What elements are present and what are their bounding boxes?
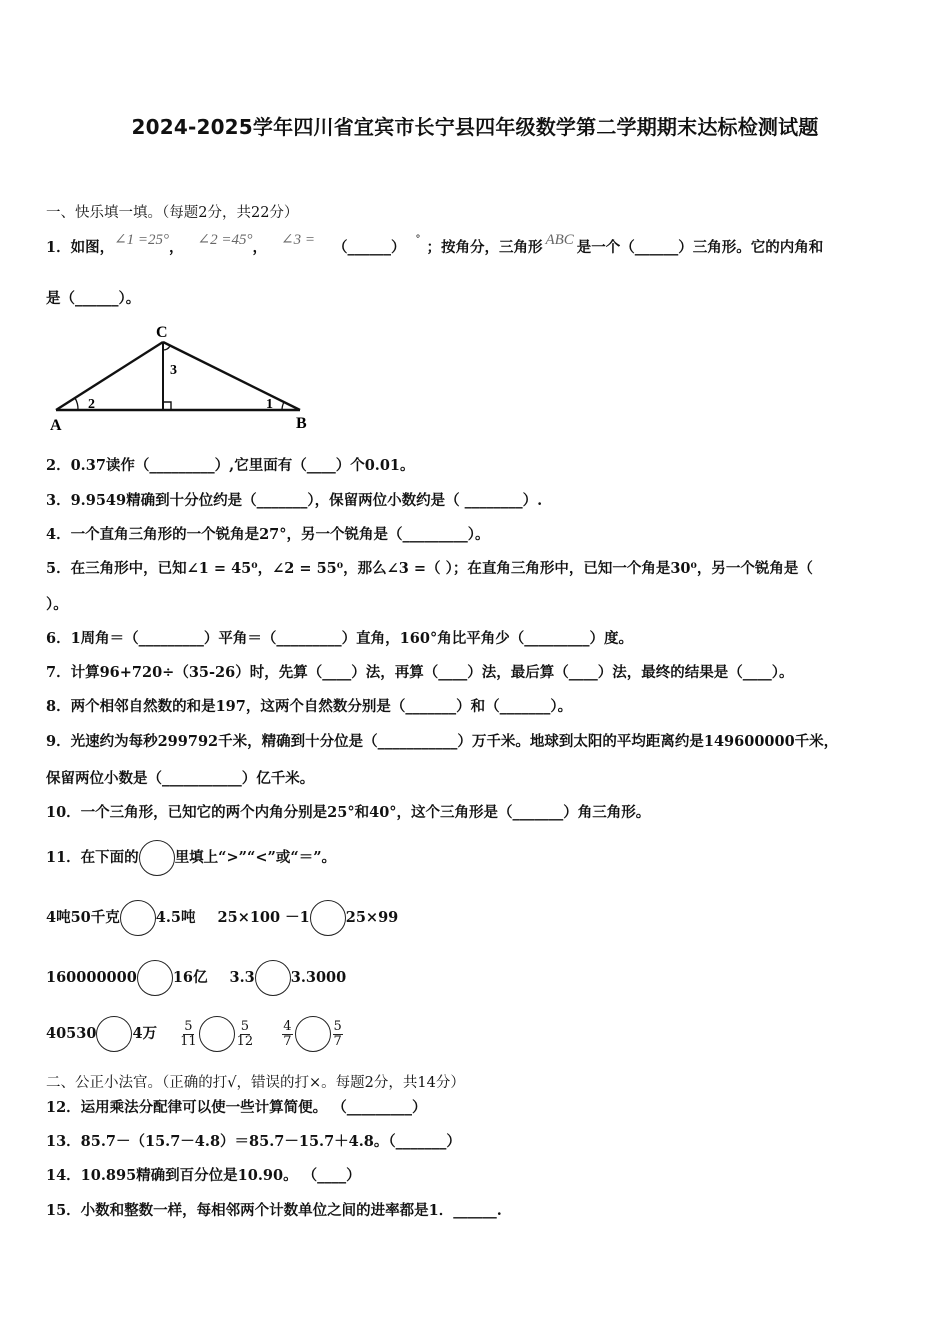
label-b: B xyxy=(296,415,307,432)
q1-sep1: ， xyxy=(169,239,184,256)
q1-angle2: ∠2 =45° xyxy=(197,232,253,248)
question-5: 5．在三角形中，已知∠1 = 45⁰，∠2 = 55⁰，那么∠3 =（ ）；在直角三角形中，已知一个角是30⁰，另一个锐角是（ xyxy=(46,560,813,577)
comp3-circle-b[interactable] xyxy=(199,1016,235,1052)
q11-suffix: 里填上“>”“<”或“＝”。 xyxy=(174,849,337,866)
triangle-side-ac xyxy=(56,342,163,410)
frac4-den: 7 xyxy=(333,1033,342,1049)
q1-angle3: ∠3 = xyxy=(281,232,315,248)
frac2-den: 12 xyxy=(236,1033,254,1049)
question-13: 13．85.7－（15.7－4.8）＝85.7－15.7＋4.8。（_______） xyxy=(46,1133,461,1150)
frac1-den: 11 xyxy=(180,1033,197,1049)
q1-tail: 是一个（______）三角形。它的内角和 xyxy=(576,239,824,256)
comparison-row-2 xyxy=(46,960,346,996)
q1-abc: ABC xyxy=(545,232,574,248)
question-1-line2: 是（______）。 xyxy=(46,290,141,307)
comp1-left-a: 4吨50千克 xyxy=(46,909,120,926)
q1-mid: ；按角分，三角形 xyxy=(426,239,543,256)
comp1-circle-b[interactable] xyxy=(310,900,346,936)
fraction-5-11 xyxy=(180,1020,197,1049)
comparison-circle xyxy=(139,840,175,876)
comp2-circle-a[interactable] xyxy=(137,960,173,996)
comp2-right-b: 3.3000 xyxy=(290,969,347,986)
frac2-num: 5 xyxy=(240,1018,250,1034)
right-angle-mark xyxy=(163,402,171,410)
section-1-heading: 一、快乐填一填。（每题2分，共22分） xyxy=(46,205,299,221)
comp1-left-b: 25×100 －1 xyxy=(217,909,310,926)
frac4-num: 5 xyxy=(333,1018,342,1034)
question-6: 6．1周角＝（_________）平角＝（_________）直角，160°角比平角少（_________）度。 xyxy=(46,630,633,647)
frac3-num: 4 xyxy=(283,1018,292,1034)
frac1-num: 5 xyxy=(184,1018,193,1034)
question-12: 12．运用乘法分配律可以使一些计算简便。 （_________） xyxy=(46,1099,427,1116)
comp1-right-b: 25×99 xyxy=(345,909,399,926)
comparison-row-3 xyxy=(46,1014,345,1054)
comp2-right-a: 16亿 xyxy=(172,969,208,986)
angle1-arc xyxy=(282,402,284,410)
angle2-arc xyxy=(75,398,78,410)
comp1-circle-a[interactable] xyxy=(120,900,156,936)
question-10: 10．一个三角形，已知它的两个内角分别是25°和40°，这个三角形是（_______）角三角形。 xyxy=(46,804,651,821)
q1-angle1: ∠1 =25° xyxy=(114,232,170,248)
question-9: 9．光速约为每秒299792千米，精确到十分位是（___________）万千米。地球到太阳的平均距离约是149600000千米， xyxy=(46,733,839,750)
q1-prefix: 1．如图， xyxy=(46,239,115,256)
fraction-4-7 xyxy=(282,1020,292,1049)
q1-sep2: ， xyxy=(252,239,267,256)
angle3-arc xyxy=(163,346,170,350)
section-2-heading: 二、公正小法官。（正确的打√，错误的打×。每题2分，共14分） xyxy=(46,1075,465,1091)
page-title: 2024-2025学年四川省宜宾市长宁县四年级数学第二学期期末达标检测试题 xyxy=(131,115,819,139)
question-14: 14．10.895精确到百分位是10.90。 （____） xyxy=(46,1167,361,1184)
fraction-5-12 xyxy=(237,1020,254,1049)
question-15: 15．小数和整数一样，每相邻两个计数单位之间的进率都是1．______. xyxy=(46,1202,502,1219)
comp2-left-a: 160000000 xyxy=(46,969,137,986)
comp3-circle-a[interactable] xyxy=(96,1016,132,1052)
fraction-5-7 xyxy=(333,1020,343,1049)
question-9-line2: 保留两位小数是（___________）亿千米。 xyxy=(46,770,315,787)
triangle-figure xyxy=(46,318,326,436)
comparison-row-1 xyxy=(46,900,398,936)
comp1-right-a: 4.5吨 xyxy=(155,909,196,926)
comp2-left-b: 3.3 xyxy=(229,969,255,986)
comp3-right-a: 4万 xyxy=(132,1025,158,1042)
q1-blank: （______） xyxy=(332,239,406,256)
label-angle-1: 1 xyxy=(266,397,273,412)
question-2: 2．0.37读作（_________）,它里面有（____）个0.01。 xyxy=(46,457,415,474)
question-1 xyxy=(46,232,824,260)
q1-degree: ° xyxy=(415,234,421,245)
question-5-line2: ）。 xyxy=(46,596,68,613)
q11-prefix: 11．在下面的 xyxy=(46,849,139,866)
question-4: 4．一个直角三角形的一个锐角是27°，另一个锐角是（_________）。 xyxy=(46,526,490,543)
question-3: 3．9.9549精确到十分位约是（_______），保留两位小数约是（ ________）. xyxy=(46,492,543,509)
comp2-circle-b[interactable] xyxy=(255,960,291,996)
label-c: C xyxy=(156,324,168,341)
question-11 xyxy=(46,840,336,876)
question-8: 8．两个相邻自然数的和是197，这两个自然数分别是（_______）和（_______）。 xyxy=(46,698,573,715)
label-angle-2: 2 xyxy=(88,397,95,412)
comp3-circle-c[interactable] xyxy=(295,1016,331,1052)
label-angle-3: 3 xyxy=(170,363,177,378)
question-7: 7．计算96+720÷（35-26）时，先算（____）法，再算（____）法，最后算（____）法，最终的结果是（____）。 xyxy=(46,664,794,681)
frac3-den: 7 xyxy=(283,1033,292,1049)
label-a: A xyxy=(50,417,62,434)
triangle-side-cb xyxy=(163,342,300,410)
comp3-left-a: 40530 xyxy=(46,1025,97,1042)
